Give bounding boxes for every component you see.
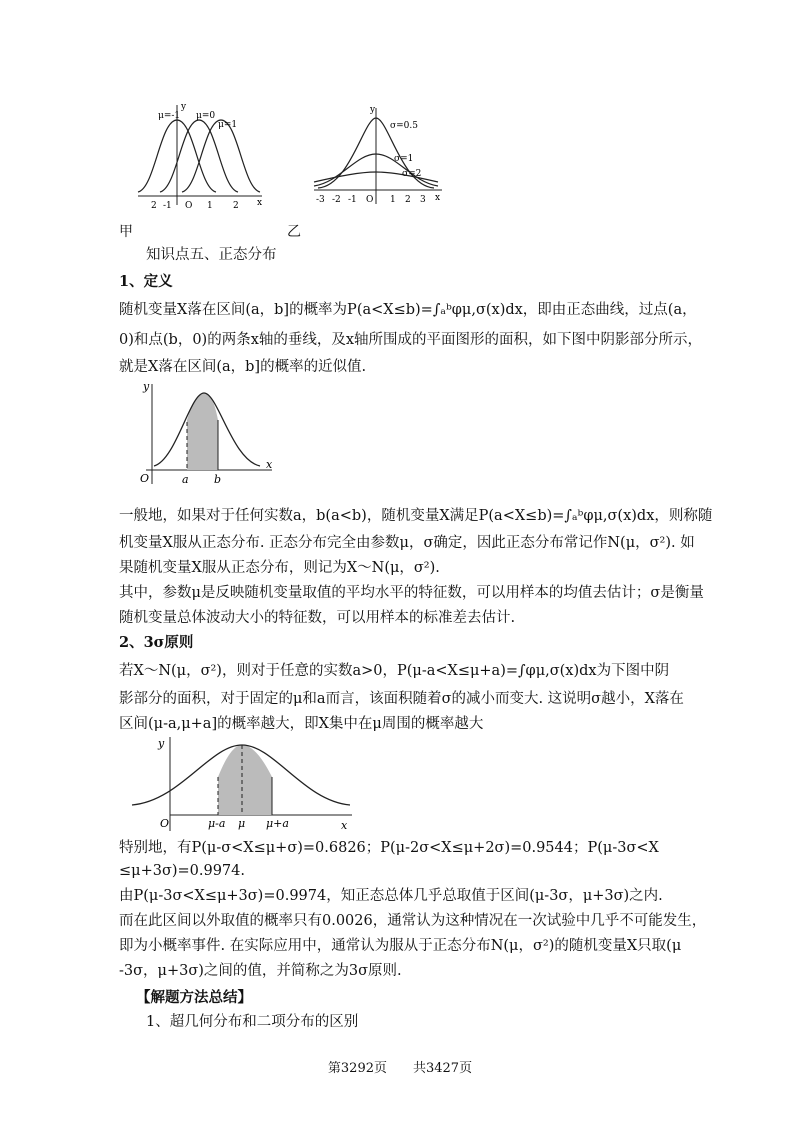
page-footer: 第3292页 共3427页: [327, 1061, 473, 1076]
label-y: y: [181, 102, 187, 112]
label-s1: σ=1: [394, 154, 414, 164]
para1-line2: 0)和点(b，0)的两条x轴的垂线，及x轴所围成的平面图形的面积，如下图中阴影部分所示，: [119, 332, 703, 348]
para2-line1: 一般地，如果对于任何实数a，b(a<b)，随机变量X满足P(a<X≤b)=∫ₐᵇφμ,σ(x)dx，则称随: [119, 508, 713, 524]
label-mu-plus-a: μ+a: [266, 817, 289, 830]
figure-yi: [310, 104, 445, 212]
label-yi: 乙: [287, 224, 301, 240]
tick-7: 3: [420, 195, 426, 205]
label-x: x: [257, 198, 263, 208]
para4-line3: 由P(μ-3σ<X≤μ+3σ)=0.9974，知正态总体几乎总取值于区间(μ-3σ，μ+3σ)之内.: [119, 888, 663, 904]
label-mu-neg1: μ=-1: [158, 111, 181, 121]
tick-1: -3: [316, 195, 325, 205]
para1-line1: 随机变量X落在区间(a，b]的概率为P(a<X≤b)=∫ₐᵇφμ,σ(x)dx，即由正态曲线，过点(a，: [119, 302, 697, 318]
label-b: b: [214, 473, 222, 486]
para2-line5: 随机变量总体波动大小的特征数，可以用样本的标准差去估计.: [119, 610, 516, 626]
para4-line5: 即为小概率事件. 在实际应用中，通常认为服从于正态分布N(μ，σ²)的随机变量X只取(μ: [119, 938, 682, 954]
para3-line1: 若X～N(μ，σ²)，则对于任意的实数a>0，P(μ-a<X≤μ+a)=∫φμ,σ(x)dx为下图中阴: [119, 663, 670, 679]
heading-3sigma: 2、3σ原则: [119, 634, 194, 651]
para1-line3: 就是X落在区间(a，b]的概率的近似值.: [119, 359, 367, 375]
para4-line4: 而在此区间以外取值的概率只有0.0026，通常认为这种情况在一次试验中几乎不可能发生，: [119, 913, 707, 929]
shaded-region: [187, 393, 218, 470]
label-s2: σ=2: [402, 169, 422, 179]
axis-x: x: [341, 819, 348, 832]
tick-1: 2: [151, 201, 157, 211]
tick-3: O: [185, 201, 193, 211]
tick-3: -1: [348, 195, 357, 205]
tick-2: -1: [163, 201, 172, 211]
para3-line2: 影部分的面积，对于固定的μ和a而言，该面积随着σ的减小而变大. 这说明σ越小，X落在: [119, 691, 684, 707]
label-mu0: μ=0: [196, 111, 216, 121]
label-x: x: [435, 193, 441, 203]
label-y: y: [370, 105, 376, 115]
figure-interval-ab: [130, 380, 280, 492]
method-heading: 【解题方法总结】: [136, 989, 252, 1006]
label-mu-minus-a: μ-a: [208, 817, 226, 830]
label-mu1: μ=1: [218, 120, 238, 130]
para2-line3: 果随机变量X服从正态分布，则记为X～N(μ，σ²).: [119, 560, 440, 576]
tick-2: -2: [332, 195, 341, 205]
figure-3sigma: [130, 735, 360, 835]
label-s05: σ=0.5: [390, 121, 418, 131]
tick-5: 2: [233, 201, 239, 211]
label-jia: 甲: [119, 224, 133, 240]
shaded-region: [218, 745, 272, 815]
para3-line3: 区间(μ-a,μ+a]的概率越大，即X集中在μ周围的概率越大: [119, 716, 484, 732]
origin: O: [140, 472, 150, 485]
axis-x: x: [266, 458, 273, 471]
tick-4: O: [366, 195, 374, 205]
para2-line2: 机变量X服从正态分布. 正态分布完全由参数μ，σ确定，因此正态分布常记作N(μ，σ²). 如: [119, 535, 695, 551]
section-title: 知识点五、正态分布: [146, 247, 277, 263]
tick-5: 1: [390, 195, 396, 205]
tick-6: 2: [405, 195, 411, 205]
para4-line2: ≤μ+3σ)=0.9974.: [119, 863, 245, 879]
method-item: 1、超几何分布和二项分布的区别: [146, 1014, 359, 1030]
heading-definition: 1、定义: [119, 273, 173, 290]
para2-line4: 其中，参数μ是反映随机变量取值的平均水平的特征数，可以用样本的均值去估计；σ是衡量: [119, 585, 704, 601]
label-mu: μ: [238, 817, 246, 830]
origin: O: [160, 817, 170, 830]
axis-y: y: [158, 737, 165, 750]
figure-jia: [130, 100, 270, 215]
para4-line6: -3σ，μ+3σ)之间的值，并简称之为3σ原则.: [119, 963, 402, 979]
para4-line1: 特别地，有P(μ-σ<X≤μ+σ)=0.6826；P(μ-2σ<X≤μ+2σ)=0.9544；P(μ-3σ<X: [119, 840, 659, 856]
label-a: a: [182, 473, 189, 486]
axis-y: y: [143, 380, 150, 393]
tick-4: 1: [207, 201, 213, 211]
